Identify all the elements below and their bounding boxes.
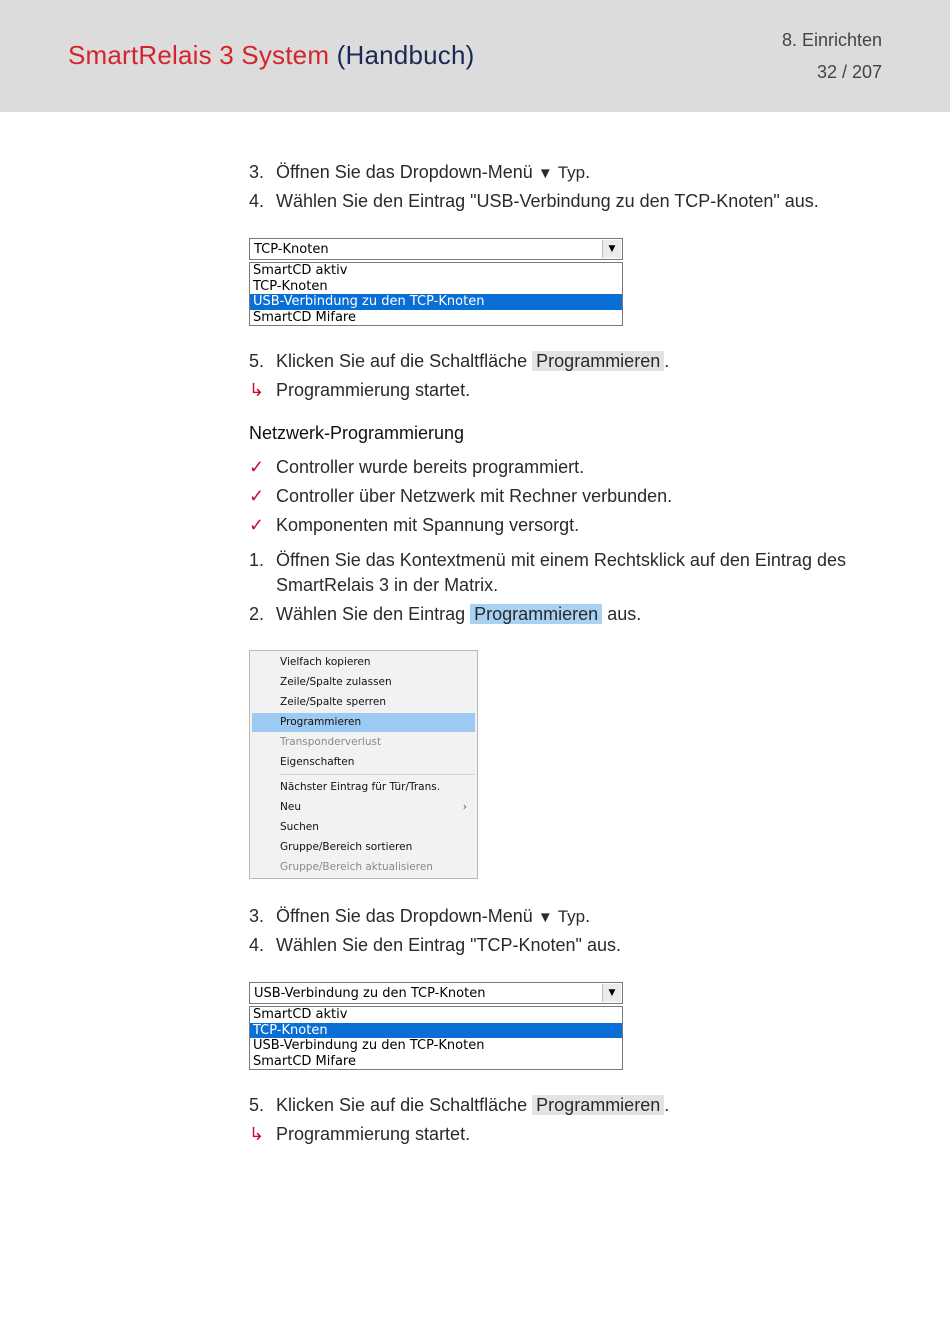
step-number: 4. xyxy=(249,935,265,955)
dropdown-list xyxy=(249,262,623,326)
dropdown-option-selected[interactable]: USB-Verbindung zu den TCP-Knoten xyxy=(250,294,622,310)
step-1-continuation: SmartRelais 3 in der Matrix. xyxy=(276,575,499,595)
step-text-end: aus. xyxy=(607,604,642,624)
program-button-label: Programmieren xyxy=(532,351,664,371)
dropdown-option[interactable]: SmartCD Mifare xyxy=(253,1053,356,1069)
step-number: 2. xyxy=(249,604,265,624)
program-button-label: Programmieren xyxy=(532,1095,664,1115)
type-dropdown-screenshot-1 xyxy=(249,238,623,326)
typ-label: Typ xyxy=(557,163,586,182)
dropdown-option[interactable]: TCP-Knoten xyxy=(253,278,328,294)
menu-item-naechster-eintrag[interactable]: Nächster Eintrag für Tür/Trans. xyxy=(280,781,441,793)
result-text: Programmierung startet. xyxy=(276,380,471,400)
menu-item-transponderverlust: Transponderverlust xyxy=(280,736,382,748)
step-5-click-program xyxy=(249,351,669,372)
period: . xyxy=(664,1095,670,1115)
menu-item-label: Neu xyxy=(280,801,301,813)
document-title xyxy=(68,40,474,71)
page-number: 32 / 207 xyxy=(816,62,882,82)
step-text: Öffnen Sie das Dropdown-Menü xyxy=(276,906,533,926)
prerequisite-text: Komponenten mit Spannung versorgt. xyxy=(276,515,580,535)
step-number: 3. xyxy=(249,162,265,182)
prerequisite-item xyxy=(249,457,584,478)
step-3-open-dropdown xyxy=(249,162,590,183)
context-menu-screenshot xyxy=(249,650,478,879)
result-arrow-icon: ↳ xyxy=(249,1124,265,1144)
step-text: Klicken Sie auf die Schaltfläche xyxy=(276,1095,528,1115)
period: . xyxy=(664,351,670,371)
step-text: Wählen Sie den Eintrag "TCP-Knoten" aus. xyxy=(276,935,621,955)
menu-item-eigenschaften[interactable]: Eigenschaften xyxy=(280,756,355,768)
title-suffix: (Handbuch) xyxy=(336,40,475,70)
dropdown-list xyxy=(249,1006,623,1070)
menu-item-suchen[interactable]: Suchen xyxy=(280,821,319,833)
menu-item-neu[interactable] xyxy=(252,798,475,817)
prerequisite-item xyxy=(249,486,672,507)
step-5-click-program xyxy=(249,1095,669,1116)
dropdown-option[interactable]: SmartCD Mifare xyxy=(253,309,356,325)
dropdown-arrow-icon[interactable]: ▼ xyxy=(602,240,621,258)
result-arrow-icon: ↳ xyxy=(249,380,265,400)
title-brand: SmartRelais 3 System xyxy=(68,40,330,70)
step-2-choose-program xyxy=(249,604,641,625)
menu-item-gruppe-sortieren[interactable]: Gruppe/Bereich sortieren xyxy=(280,841,413,853)
step-number: 3. xyxy=(249,906,265,926)
menu-item-gruppe-aktualisieren: Gruppe/Bereich aktualisieren xyxy=(280,861,433,873)
menu-item-zeile-spalte-sperren[interactable]: Zeile/Spalte sperren xyxy=(280,696,387,708)
step-4-choose-entry xyxy=(249,935,621,956)
menu-item-zeile-spalte-zulassen[interactable]: Zeile/Spalte zulassen xyxy=(280,676,392,688)
check-icon: ✓ xyxy=(249,486,265,506)
dropdown-value: TCP-Knoten xyxy=(254,242,329,257)
check-icon: ✓ xyxy=(249,515,265,535)
result-text: Programmierung startet. xyxy=(276,1124,471,1144)
type-dropdown[interactable] xyxy=(249,238,623,260)
step-text: Öffnen Sie das Kontextmenü mit einem Rechtsklick auf den Eintrag des xyxy=(276,550,846,570)
dropdown-option[interactable]: SmartCD aktiv xyxy=(253,1007,348,1022)
program-menu-label: Programmieren xyxy=(470,604,602,624)
type-dropdown-screenshot-2 xyxy=(249,982,623,1070)
step-number: 4. xyxy=(249,191,265,211)
step-3-open-dropdown xyxy=(249,906,590,927)
step-number: 5. xyxy=(249,1095,265,1115)
prerequisite-text: Controller über Netzwerk mit Rechner verbunden. xyxy=(276,486,673,506)
step-text: Wählen Sie den Eintrag xyxy=(276,604,466,624)
dropdown-option[interactable]: USB-Verbindung zu den TCP-Knoten xyxy=(253,1038,485,1053)
typ-label: Typ xyxy=(557,907,586,926)
step-text: Klicken Sie auf die Schaltfläche xyxy=(276,351,528,371)
step-number: 5. xyxy=(249,351,265,371)
prerequisite-text: Controller wurde bereits programmiert. xyxy=(276,457,585,477)
menu-item-vielfach-kopieren[interactable]: Vielfach kopieren xyxy=(280,656,371,668)
period: . xyxy=(585,162,591,182)
dropdown-value: USB-Verbindung zu den TCP-Knoten xyxy=(254,986,486,1001)
section-heading: Netzwerk-Programmierung xyxy=(249,423,465,443)
type-dropdown[interactable] xyxy=(249,982,623,1004)
step-4-choose-entry xyxy=(249,191,819,212)
chapter-label: 8. Einrichten xyxy=(781,30,882,50)
dropdown-arrow-icon: ▼ xyxy=(537,909,553,926)
period: . xyxy=(585,906,591,926)
step-number: 1. xyxy=(249,550,265,570)
step-text: Wählen Sie den Eintrag "USB-Verbindung zu den TCP-Knoten" aus. xyxy=(276,191,819,211)
dropdown-arrow-icon: ▼ xyxy=(537,165,553,182)
dropdown-option[interactable]: SmartCD aktiv xyxy=(253,263,348,278)
chevron-right-icon: › xyxy=(462,801,467,813)
result-line xyxy=(249,380,470,401)
menu-item-programmieren[interactable]: Programmieren xyxy=(252,713,475,732)
prerequisite-item xyxy=(249,515,579,536)
dropdown-option-selected[interactable]: TCP-Knoten xyxy=(250,1023,622,1039)
page-header xyxy=(0,0,950,112)
check-icon: ✓ xyxy=(249,457,265,477)
result-line xyxy=(249,1124,470,1145)
dropdown-arrow-icon[interactable]: ▼ xyxy=(602,984,621,1002)
step-text: Öffnen Sie das Dropdown-Menü xyxy=(276,162,533,182)
step-1-open-context-menu xyxy=(249,550,846,571)
menu-separator xyxy=(279,774,475,775)
